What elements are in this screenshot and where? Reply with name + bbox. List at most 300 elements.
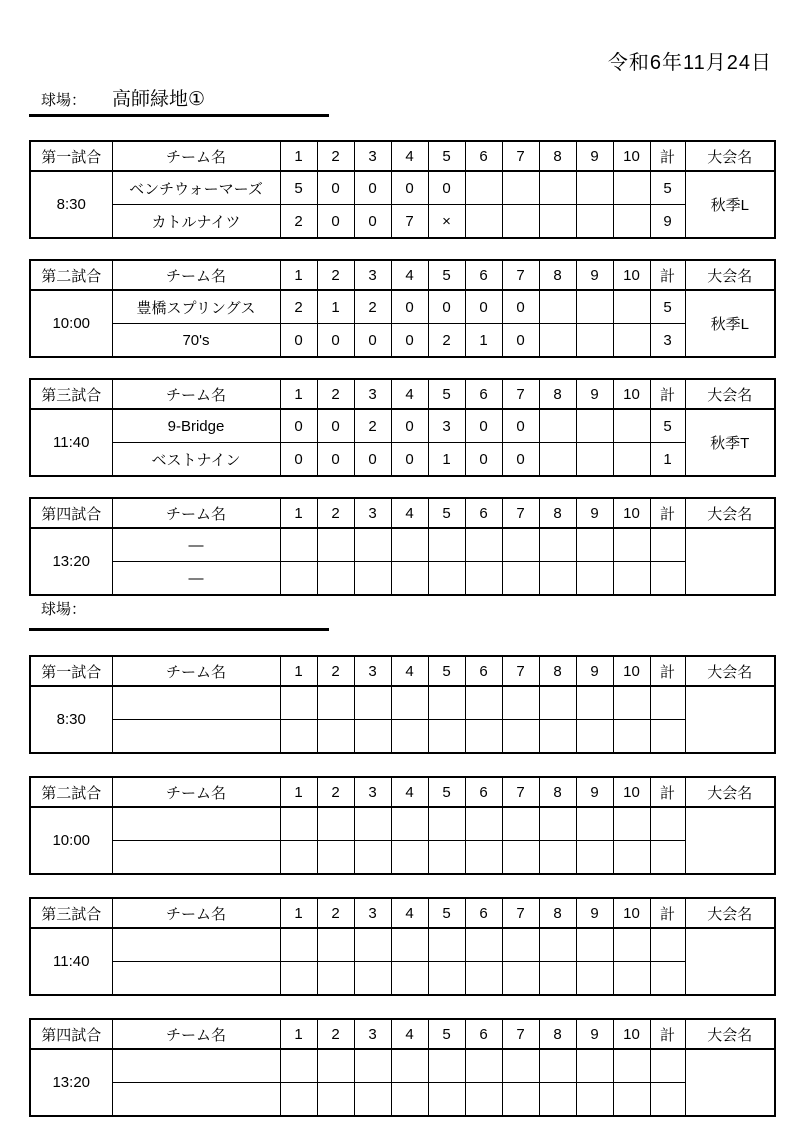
inning-header: 5 <box>428 498 465 528</box>
team-total <box>650 928 685 962</box>
inning-score <box>539 1049 576 1083</box>
inning-score <box>502 528 539 562</box>
inning-score <box>280 528 317 562</box>
team-total <box>650 841 685 875</box>
inning-score <box>539 807 576 841</box>
inning-header: 10 <box>613 141 650 171</box>
inning-score <box>391 928 428 962</box>
team-column-header: チーム名 <box>112 498 280 528</box>
inning-header: 8 <box>539 260 576 290</box>
inning-score <box>391 1049 428 1083</box>
inning-header: 8 <box>539 656 576 686</box>
inning-header: 5 <box>428 898 465 928</box>
inning-header: 2 <box>317 498 354 528</box>
inning-header: 1 <box>280 260 317 290</box>
inning-score: 0 <box>502 290 539 324</box>
inning-header: 6 <box>465 1019 502 1049</box>
inning-score: 0 <box>391 290 428 324</box>
inning-score <box>391 962 428 996</box>
inning-header: 10 <box>613 498 650 528</box>
inning-score <box>539 720 576 754</box>
inning-score <box>391 686 428 720</box>
game-time: 11:40 <box>30 928 112 995</box>
inning-score: 0 <box>317 443 354 477</box>
game-table <box>29 259 776 358</box>
inning-score <box>317 528 354 562</box>
tournament-header: 大会名 <box>685 656 775 686</box>
inning-score: 0 <box>317 409 354 443</box>
inning-header: 8 <box>539 777 576 807</box>
inning-header: 7 <box>502 141 539 171</box>
team-column-header: チーム名 <box>112 898 280 928</box>
inning-header: 1 <box>280 498 317 528</box>
inning-score <box>428 962 465 996</box>
inning-header: 2 <box>317 898 354 928</box>
inning-score <box>613 962 650 996</box>
inning-header: 8 <box>539 898 576 928</box>
inning-header: 6 <box>465 898 502 928</box>
inning-score <box>576 1083 613 1117</box>
inning-score <box>576 171 613 205</box>
inning-header: 9 <box>576 1019 613 1049</box>
inning-score <box>317 807 354 841</box>
inning-score <box>613 1083 650 1117</box>
total-header: 計 <box>650 1019 685 1049</box>
inning-score <box>317 686 354 720</box>
inning-score <box>280 962 317 996</box>
inning-header: 4 <box>391 260 428 290</box>
inning-header: 5 <box>428 260 465 290</box>
inning-header: 4 <box>391 141 428 171</box>
inning-score: 2 <box>354 290 391 324</box>
inning-score <box>539 928 576 962</box>
inning-score <box>465 807 502 841</box>
inning-score <box>428 807 465 841</box>
inning-score: 0 <box>502 324 539 358</box>
team-total <box>650 686 685 720</box>
inning-score <box>465 686 502 720</box>
inning-score: 0 <box>428 290 465 324</box>
inning-header: 8 <box>539 498 576 528</box>
tournament-name <box>685 1049 775 1116</box>
inning-score: 0 <box>280 324 317 358</box>
team-total: 5 <box>650 171 685 205</box>
inning-score <box>539 409 576 443</box>
inning-score <box>428 841 465 875</box>
game-table <box>29 378 776 477</box>
total-header: 計 <box>650 260 685 290</box>
game-label: 第三試合 <box>30 898 112 928</box>
team-column-header: チーム名 <box>112 141 280 171</box>
game-label: 第一試合 <box>30 141 112 171</box>
inning-header: 9 <box>576 498 613 528</box>
tournament-header: 大会名 <box>685 1019 775 1049</box>
team-column-header: チーム名 <box>112 656 280 686</box>
total-header: 計 <box>650 777 685 807</box>
tournament-name: 秋季T <box>685 409 775 476</box>
inning-score <box>391 562 428 596</box>
total-header: 計 <box>650 141 685 171</box>
inning-header: 1 <box>280 379 317 409</box>
inning-score <box>502 171 539 205</box>
inning-score <box>465 962 502 996</box>
inning-score <box>465 841 502 875</box>
inning-header: 4 <box>391 379 428 409</box>
inning-header: 7 <box>502 498 539 528</box>
inning-score <box>613 324 650 358</box>
inning-score: 1 <box>465 324 502 358</box>
tournament-name: 秋季L <box>685 290 775 357</box>
inning-header: 4 <box>391 656 428 686</box>
team-total <box>650 1049 685 1083</box>
inning-header: 4 <box>391 1019 428 1049</box>
inning-score <box>465 528 502 562</box>
game-label: 第四試合 <box>30 498 112 528</box>
inning-score <box>502 720 539 754</box>
inning-header: 3 <box>354 1019 391 1049</box>
team-total <box>650 962 685 996</box>
inning-header: 3 <box>354 379 391 409</box>
inning-score: 0 <box>502 443 539 477</box>
tournament-name: 秋季L <box>685 171 775 238</box>
inning-score <box>539 205 576 239</box>
inning-score <box>539 443 576 477</box>
inning-score: 0 <box>317 324 354 358</box>
inning-score <box>613 290 650 324</box>
inning-header: 7 <box>502 260 539 290</box>
inning-header: 2 <box>317 777 354 807</box>
inning-score <box>317 1083 354 1117</box>
inning-score <box>576 807 613 841</box>
inning-score <box>354 528 391 562</box>
inning-score <box>428 562 465 596</box>
venue-header <box>29 84 329 117</box>
inning-score <box>428 1083 465 1117</box>
inning-score <box>613 171 650 205</box>
venue-label: 球場： <box>41 601 87 618</box>
inning-score: 1 <box>317 290 354 324</box>
inning-score: 0 <box>391 443 428 477</box>
team-name: 豊橋スプリングス <box>112 290 280 324</box>
inning-score: 0 <box>465 290 502 324</box>
inning-score: 0 <box>391 324 428 358</box>
game-time: 10:00 <box>30 290 112 357</box>
inning-score <box>317 720 354 754</box>
inning-score <box>576 1049 613 1083</box>
game-time: 11:40 <box>30 409 112 476</box>
inning-header: 9 <box>576 656 613 686</box>
inning-header: 1 <box>280 656 317 686</box>
inning-header: 6 <box>465 498 502 528</box>
inning-score: 7 <box>391 205 428 239</box>
inning-header: 8 <box>539 141 576 171</box>
inning-header: 5 <box>428 656 465 686</box>
inning-score <box>613 928 650 962</box>
inning-score <box>576 928 613 962</box>
inning-header: 6 <box>465 260 502 290</box>
inning-header: 8 <box>539 379 576 409</box>
inning-score <box>354 686 391 720</box>
inning-score <box>280 686 317 720</box>
game-time: 8:30 <box>30 686 112 753</box>
team-column-header: チーム名 <box>112 1019 280 1049</box>
inning-score: 3 <box>428 409 465 443</box>
inning-score: 0 <box>354 171 391 205</box>
inning-score: 2 <box>354 409 391 443</box>
team-total <box>650 1083 685 1117</box>
inning-header: 9 <box>576 260 613 290</box>
inning-header: 10 <box>613 656 650 686</box>
inning-score <box>576 962 613 996</box>
team-name: 70's <box>112 324 280 358</box>
inning-score <box>391 720 428 754</box>
inning-score <box>428 1049 465 1083</box>
tournament-name <box>685 928 775 995</box>
inning-score <box>576 290 613 324</box>
inning-score <box>354 841 391 875</box>
team-column-header: チーム名 <box>112 379 280 409</box>
team-total: 3 <box>650 324 685 358</box>
tournament-name <box>685 807 775 874</box>
inning-score: 0 <box>354 324 391 358</box>
inning-score <box>317 562 354 596</box>
inning-header: 1 <box>280 898 317 928</box>
inning-score: 5 <box>280 171 317 205</box>
inning-score <box>576 205 613 239</box>
inning-score <box>502 562 539 596</box>
team-total <box>650 528 685 562</box>
inning-score <box>317 962 354 996</box>
inning-header: 6 <box>465 141 502 171</box>
inning-score <box>502 841 539 875</box>
inning-score <box>502 1049 539 1083</box>
inning-header: 10 <box>613 898 650 928</box>
inning-score <box>280 841 317 875</box>
inning-score <box>576 841 613 875</box>
date: 令和6年11月24日 <box>607 52 772 74</box>
inning-header: 2 <box>317 260 354 290</box>
team-total: 9 <box>650 205 685 239</box>
inning-score <box>354 562 391 596</box>
inning-header: 7 <box>502 898 539 928</box>
inning-header: 7 <box>502 656 539 686</box>
inning-score: 2 <box>280 205 317 239</box>
inning-score <box>280 1083 317 1117</box>
inning-header: 1 <box>280 141 317 171</box>
game-label: 第四試合 <box>30 1019 112 1049</box>
inning-score: 0 <box>280 409 317 443</box>
inning-score <box>539 841 576 875</box>
team-name: ― <box>112 562 280 596</box>
inning-header: 6 <box>465 379 502 409</box>
inning-header: 6 <box>465 777 502 807</box>
team-name <box>112 1049 280 1083</box>
inning-header: 2 <box>317 656 354 686</box>
team-name: ベンチウォーマーズ <box>112 171 280 205</box>
inning-score <box>317 928 354 962</box>
inning-score <box>428 928 465 962</box>
team-name <box>112 720 280 754</box>
team-total <box>650 807 685 841</box>
inning-header: 4 <box>391 498 428 528</box>
inning-score: 0 <box>354 205 391 239</box>
inning-score: 0 <box>502 409 539 443</box>
inning-score <box>428 686 465 720</box>
games-list-1 <box>29 140 774 616</box>
game-label: 第三試合 <box>30 379 112 409</box>
game-time: 13:20 <box>30 1049 112 1116</box>
inning-header: 2 <box>317 141 354 171</box>
inning-score <box>613 409 650 443</box>
tournament-header: 大会名 <box>685 898 775 928</box>
inning-score <box>539 962 576 996</box>
inning-score <box>465 205 502 239</box>
inning-score: 0 <box>391 409 428 443</box>
inning-score <box>465 1083 502 1117</box>
tournament-name <box>685 528 775 595</box>
inning-header: 10 <box>613 777 650 807</box>
game-time: 13:20 <box>30 528 112 595</box>
inning-score <box>576 686 613 720</box>
inning-score: 0 <box>391 171 428 205</box>
inning-score <box>280 928 317 962</box>
inning-score <box>502 962 539 996</box>
inning-header: 9 <box>576 379 613 409</box>
inning-header: 3 <box>354 498 391 528</box>
inning-score: 0 <box>317 205 354 239</box>
inning-header: 9 <box>576 898 613 928</box>
inning-header: 2 <box>317 379 354 409</box>
inning-header: 3 <box>354 141 391 171</box>
inning-header: 3 <box>354 898 391 928</box>
inning-score <box>391 807 428 841</box>
inning-score <box>502 807 539 841</box>
inning-score <box>613 205 650 239</box>
inning-score: 0 <box>428 171 465 205</box>
inning-score: × <box>428 205 465 239</box>
inning-score: 0 <box>465 409 502 443</box>
games-list-2 <box>29 655 774 1122</box>
inning-score <box>613 686 650 720</box>
tournament-header: 大会名 <box>685 260 775 290</box>
inning-score <box>502 205 539 239</box>
team-total <box>650 720 685 754</box>
game-table <box>29 776 776 875</box>
inning-header: 7 <box>502 777 539 807</box>
inning-header: 7 <box>502 1019 539 1049</box>
venue-header <box>29 598 329 631</box>
team-total: 5 <box>650 290 685 324</box>
game-table <box>29 140 776 239</box>
inning-score <box>280 807 317 841</box>
inning-score <box>576 409 613 443</box>
inning-header: 5 <box>428 777 465 807</box>
game-time: 10:00 <box>30 807 112 874</box>
inning-score: 1 <box>428 443 465 477</box>
inning-header: 6 <box>465 656 502 686</box>
inning-header: 10 <box>613 260 650 290</box>
total-header: 計 <box>650 656 685 686</box>
inning-score <box>502 686 539 720</box>
team-column-header: チーム名 <box>112 777 280 807</box>
inning-score <box>354 928 391 962</box>
game-table <box>29 1018 776 1117</box>
inning-score <box>502 928 539 962</box>
team-column-header: チーム名 <box>112 260 280 290</box>
inning-score <box>428 528 465 562</box>
inning-score: 0 <box>317 171 354 205</box>
team-name: ベストナイン <box>112 443 280 477</box>
game-table <box>29 897 776 996</box>
inning-score: 2 <box>280 290 317 324</box>
tournament-header: 大会名 <box>685 777 775 807</box>
inning-score <box>613 528 650 562</box>
inning-score <box>576 528 613 562</box>
inning-score <box>428 720 465 754</box>
inning-score <box>502 1083 539 1117</box>
inning-header: 5 <box>428 379 465 409</box>
total-header: 計 <box>650 379 685 409</box>
inning-score <box>354 962 391 996</box>
inning-header: 4 <box>391 898 428 928</box>
tournament-name <box>685 686 775 753</box>
inning-score <box>539 528 576 562</box>
team-name: カトルナイツ <box>112 205 280 239</box>
inning-score <box>613 807 650 841</box>
tournament-header: 大会名 <box>685 498 775 528</box>
game-label: 第二試合 <box>30 777 112 807</box>
inning-score <box>613 1049 650 1083</box>
inning-header: 9 <box>576 141 613 171</box>
inning-score <box>465 720 502 754</box>
inning-header: 1 <box>280 1019 317 1049</box>
inning-header: 5 <box>428 141 465 171</box>
inning-score <box>391 841 428 875</box>
inning-score <box>317 1049 354 1083</box>
tournament-header: 大会名 <box>685 379 775 409</box>
inning-score: 0 <box>465 443 502 477</box>
tournament-header: 大会名 <box>685 141 775 171</box>
inning-score <box>613 562 650 596</box>
inning-score <box>539 171 576 205</box>
team-name <box>112 841 280 875</box>
inning-score <box>317 841 354 875</box>
inning-score <box>354 720 391 754</box>
total-header: 計 <box>650 498 685 528</box>
inning-header: 1 <box>280 777 317 807</box>
inning-score <box>465 562 502 596</box>
team-name: ― <box>112 528 280 562</box>
team-name <box>112 1083 280 1117</box>
inning-header: 2 <box>317 1019 354 1049</box>
inning-header: 4 <box>391 777 428 807</box>
inning-header: 7 <box>502 379 539 409</box>
team-total <box>650 562 685 596</box>
inning-score <box>465 928 502 962</box>
team-name: 9-Bridge <box>112 409 280 443</box>
venue-name: 高師緑地① <box>112 89 206 110</box>
inning-score: 0 <box>354 443 391 477</box>
inning-score <box>576 562 613 596</box>
inning-score <box>539 290 576 324</box>
game-table <box>29 655 776 754</box>
game-label: 第一試合 <box>30 656 112 686</box>
inning-score <box>613 720 650 754</box>
team-total: 1 <box>650 443 685 477</box>
inning-header: 10 <box>613 379 650 409</box>
inning-score <box>391 528 428 562</box>
inning-score <box>280 1049 317 1083</box>
